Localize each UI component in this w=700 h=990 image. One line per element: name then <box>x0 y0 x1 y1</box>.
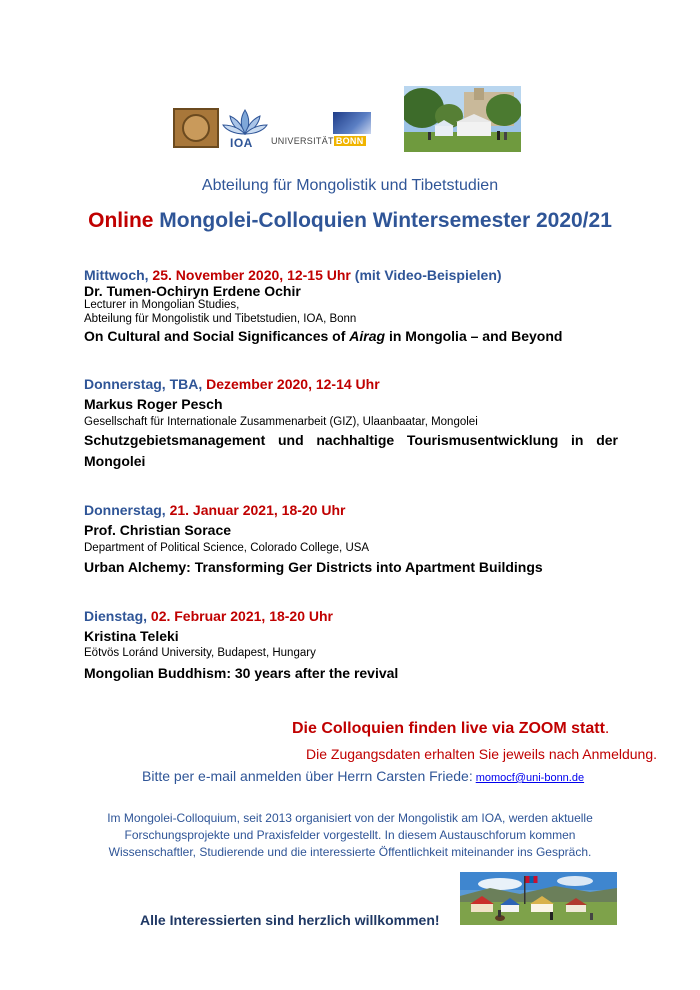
institute-logo <box>173 108 219 148</box>
ioa-logo-text: IOA <box>230 136 253 150</box>
zoom-line1-end: . <box>604 720 610 737</box>
event-4-affiliation: Eötvös Loránd University, Budapest, Hungary <box>84 647 316 659</box>
yurt-campus-photo <box>404 86 521 152</box>
title-online: Online <box>88 209 154 232</box>
event-1-note: (mit Video-Beispielen) <box>350 267 502 283</box>
event-4-day: Dienstag, <box>84 608 148 624</box>
event-2-date <box>84 376 380 392</box>
event-2-speaker: Markus Roger Pesch <box>84 396 223 412</box>
description-line-3: Wissenschaftler, Studierende und die interessierte Öffentlichkeit miteinander ins Gespräch. <box>108 845 592 859</box>
description-line-1: Im Mongolei-Colloquium, seit 2013 organisiert von der Mongolistik am IOA, werden aktuelle <box>107 811 593 825</box>
event-2-talk-title-line2: Mongolei <box>84 453 146 469</box>
ioa-logo <box>222 106 268 152</box>
bonn-wordmark <box>271 136 366 146</box>
bonn-box: BONN <box>335 136 364 146</box>
event-1-talk-emphasis: Airag <box>349 328 386 344</box>
university-bonn-logo <box>271 108 371 150</box>
event-1-affiliation-2: Abteilung für Mongolistik und Tibetstudien, IOA, Bonn <box>84 313 357 325</box>
event-1-talk-title <box>84 328 562 344</box>
event-1-talk-pre: On Cultural and Social Significances of <box>84 328 350 344</box>
spiral-emblem-icon <box>182 114 210 142</box>
zoom-line1-text: Die Colloquien finden live via ZOOM statt <box>292 720 605 737</box>
event-4-datetime: 02. Februar 2021, 18-20 Uhr <box>147 608 334 624</box>
zoom-access-info: Die Zugangsdaten erhalten Sie jeweils nach Anmeldung. <box>306 746 658 762</box>
bonn-logo-mark <box>333 112 371 134</box>
event-3-datetime: 21. Januar 2021, 18-20 Uhr <box>165 502 346 518</box>
event-4-talk-title: Mongolian Buddhism: 30 years after the revival <box>84 665 399 681</box>
event-2-talk-title-line1: Schutzgebietsmanagement und nachhaltige Tourismusentwicklung in der <box>84 432 618 448</box>
event-2-affiliation: Gesellschaft für Internationale Zusammenarbeit (GIZ), Ulaanbaatar, Mongolei <box>84 416 478 428</box>
zoom-info-headline <box>292 720 609 738</box>
event-1-talk-post: in Mongolia – and Beyond <box>385 328 563 344</box>
lotus-icon <box>222 106 268 138</box>
page-title <box>0 209 700 233</box>
event-4-speaker: Kristina Teleki <box>84 628 179 644</box>
event-2-day: Donnerstag, TBA, <box>84 376 203 392</box>
event-1-speaker: Dr. Tumen-Ochiryn Erdene Ochir <box>84 283 301 299</box>
event-3-affiliation: Department of Political Science, Colorado College, USA <box>84 542 370 554</box>
event-4-date <box>84 608 333 624</box>
event-1-datetime: 25. November 2020, 12-15 Uhr <box>148 267 351 283</box>
event-3-day: Donnerstag, <box>84 502 166 518</box>
event-2-datetime: Dezember 2020, 12-14 Uhr <box>202 376 380 392</box>
event-3-speaker: Prof. Christian Sorace <box>84 522 232 538</box>
event-3-talk-title: Urban Alchemy: Transforming Ger Districts into Apartment Buildings <box>84 559 543 575</box>
bonn-prefix: UNIVERSITÄT <box>271 136 334 146</box>
naadam-festival-photo <box>460 872 617 925</box>
registration-text: Bitte per e-mail anmelden über Herrn Carsten Friede: <box>142 768 473 784</box>
welcome-message: Alle Interessierten sind herzlich willkommen! <box>140 912 440 928</box>
event-1-affiliation-1: Lecturer in Mongolian Studies, <box>84 299 240 311</box>
title-rest: Mongolei-Colloquien Wintersemester 2020/21 <box>153 209 612 232</box>
description-line-2: Forschungsprojekte und Praxisfelder vorgestellt. In diesem Austauschforum kommen <box>124 828 576 842</box>
event-1-day: Mittwoch, <box>84 267 149 283</box>
email-link[interactable]: momocf@uni-bonn.de <box>475 772 585 784</box>
department-name: Abteilung für Mongolistik und Tibetstudien <box>201 177 499 194</box>
event-1-date <box>84 267 502 283</box>
event-3-date <box>84 502 345 518</box>
zoom-registration <box>142 768 584 784</box>
